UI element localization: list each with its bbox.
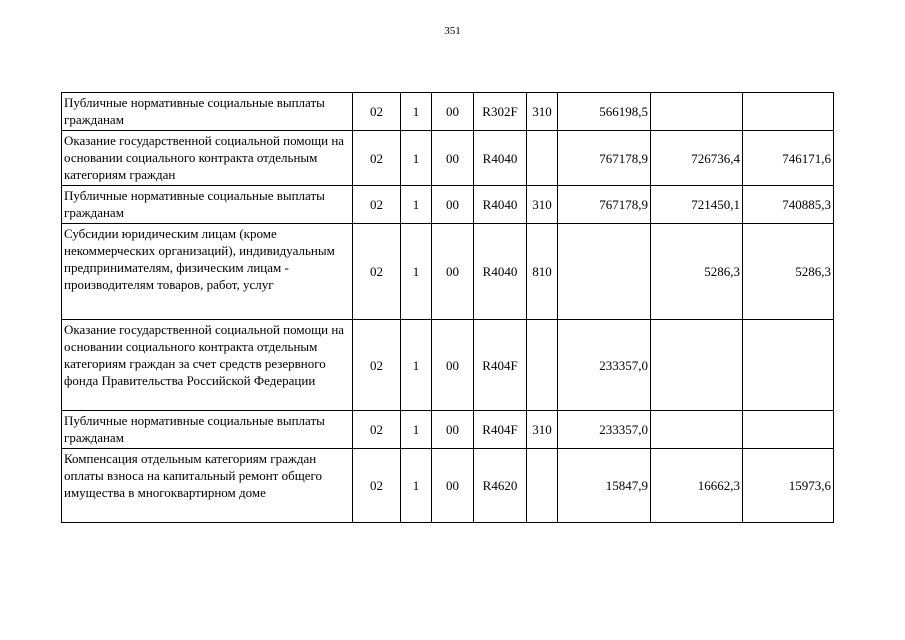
target-code-cell: R404F	[474, 320, 527, 411]
budget-table	[61, 92, 834, 523]
expense-type-cell: 810	[527, 224, 558, 320]
page-number: 351	[444, 25, 461, 37]
gp-code-cell: 02	[353, 411, 401, 449]
gp-code-cell: 02	[353, 186, 401, 224]
amount-cell-1: 767178,9	[558, 186, 651, 224]
amount-cell-2	[651, 320, 743, 411]
amount-cell-1: 566198,5	[558, 93, 651, 131]
amount-cell-3: 746171,6	[743, 131, 834, 186]
om-code-cell: 00	[432, 320, 474, 411]
pp-code-cell: 1	[401, 186, 432, 224]
om-code-cell: 00	[432, 131, 474, 186]
row-name-cell: Оказание государственной социальной помощи на основании социального контракта отдельным категориям граждан за счет средств резервного фонда Правительства Российской Федерации	[62, 320, 353, 411]
table-row	[62, 449, 834, 523]
om-code-cell: 00	[432, 411, 474, 449]
amount-cell-3	[743, 320, 834, 411]
expense-type-cell	[527, 449, 558, 523]
amount-cell-2	[651, 93, 743, 131]
amount-cell-3: 740885,3	[743, 186, 834, 224]
amount-cell-3: 5286,3	[743, 224, 834, 320]
row-name-cell: Компенсация отдельным категориям граждан оплаты взноса на капитальный ремонт общего имущества в многоквартирном доме	[62, 449, 353, 523]
gp-code-cell: 02	[353, 131, 401, 186]
amount-cell-2: 16662,3	[651, 449, 743, 523]
om-code-cell: 00	[432, 224, 474, 320]
gp-code-cell: 02	[353, 224, 401, 320]
expense-type-cell: 310	[527, 93, 558, 131]
row-name-cell: Публичные нормативные социальные выплаты гражданам	[62, 186, 353, 224]
expense-type-cell: 310	[527, 186, 558, 224]
target-code-cell: R4620	[474, 449, 527, 523]
pp-code-cell: 1	[401, 224, 432, 320]
amount-cell-3	[743, 93, 834, 131]
gp-code-cell: 02	[353, 93, 401, 131]
gp-code-cell: 02	[353, 320, 401, 411]
pp-code-cell: 1	[401, 93, 432, 131]
amount-cell-1: 233357,0	[558, 320, 651, 411]
pp-code-cell: 1	[401, 411, 432, 449]
table-row	[62, 224, 834, 320]
amount-cell-2: 726736,4	[651, 131, 743, 186]
om-code-cell: 00	[432, 93, 474, 131]
pp-code-cell: 1	[401, 131, 432, 186]
table-row	[62, 186, 834, 224]
amount-cell-1: 767178,9	[558, 131, 651, 186]
om-code-cell: 00	[432, 449, 474, 523]
amount-cell-2: 5286,3	[651, 224, 743, 320]
expense-type-cell: 310	[527, 411, 558, 449]
row-name-cell: Оказание государственной социальной помощи на основании социального контракта отдельным категориям граждан	[62, 131, 353, 186]
om-code-cell: 00	[432, 186, 474, 224]
amount-cell-1: 15847,9	[558, 449, 651, 523]
target-code-cell: R4040	[474, 131, 527, 186]
row-name-cell: Публичные нормативные социальные выплаты гражданам	[62, 93, 353, 131]
target-code-cell: R302F	[474, 93, 527, 131]
amount-cell-2: 721450,1	[651, 186, 743, 224]
expense-type-cell	[527, 131, 558, 186]
table-row	[62, 93, 834, 131]
expense-type-cell	[527, 320, 558, 411]
pp-code-cell: 1	[401, 320, 432, 411]
gp-code-cell: 02	[353, 449, 401, 523]
amount-cell-1	[558, 224, 651, 320]
target-code-cell: R4040	[474, 224, 527, 320]
table-row	[62, 131, 834, 186]
amount-cell-3: 15973,6	[743, 449, 834, 523]
amount-cell-2	[651, 411, 743, 449]
row-name-cell: Публичные нормативные социальные выплаты гражданам	[62, 411, 353, 449]
target-code-cell: R404F	[474, 411, 527, 449]
amount-cell-1: 233357,0	[558, 411, 651, 449]
row-name-cell: Субсидии юридическим лицам (кроме некоммерческих организаций), индивидуальным предпринимателям, физическим лицам - производителям товаров, работ, услуг	[62, 224, 353, 320]
table-row	[62, 411, 834, 449]
amount-cell-3	[743, 411, 834, 449]
pp-code-cell: 1	[401, 449, 432, 523]
target-code-cell: R4040	[474, 186, 527, 224]
table-row	[62, 320, 834, 411]
